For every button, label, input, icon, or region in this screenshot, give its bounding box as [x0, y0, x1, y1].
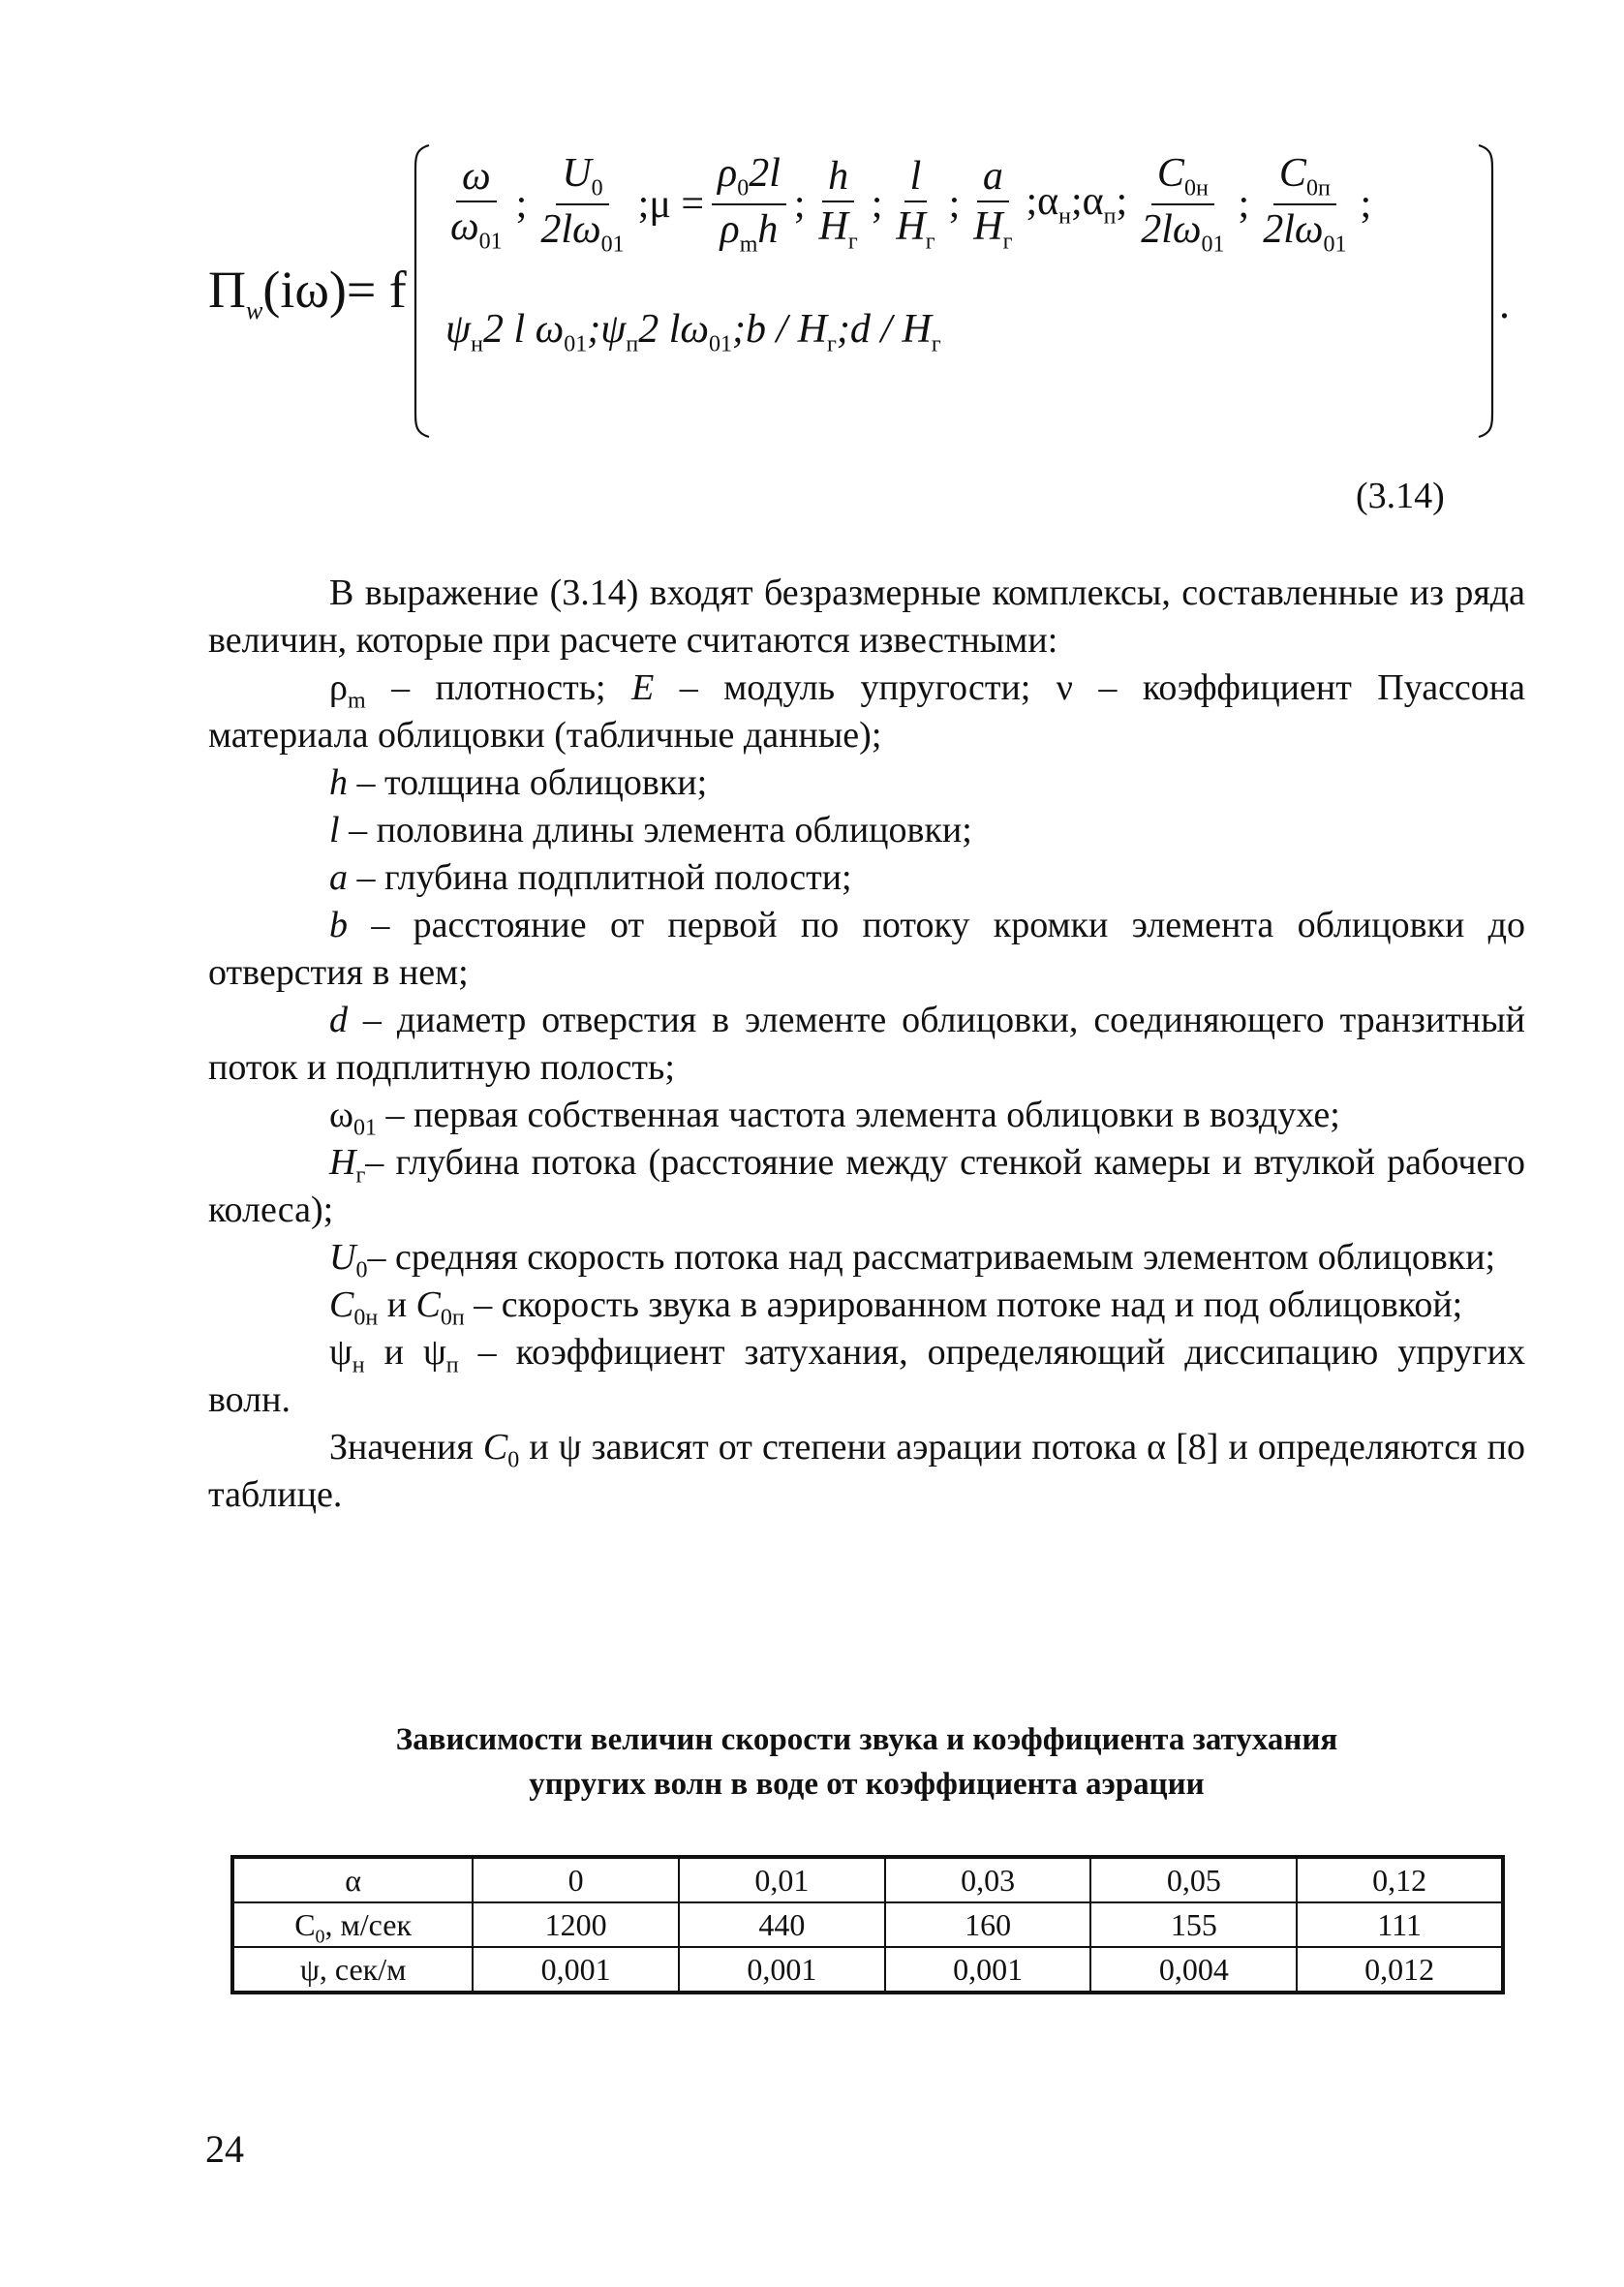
paragraph: Значения $C_0$ и ψ зависят от степени аэрации потока α [8] и определяются по таблице.	[208, 1427, 1525, 1515]
definition-h: h – толщина облицовки;	[329, 762, 708, 803]
formula-row-1: $\frac{\omega}{\omega_{01}}$ ; $\frac{U_0}{2l\omega_{01}}$ ;μ = $\frac{\rho_02l}{\rho_mh}$ ; $\frac{h}{H_г}$ ; $\frac{l}{H_г}$ ; $\frac{a}{H_г}$ $;\alpha_н;\alpha_п$; $\frac{C_{0н}}{2l\omega_{01}}$ ; $\frac{C_{0п}}{2l\omega_{01}}$ ;	[441, 151, 1371, 258]
fraction: $\frac{C_{0н}}{2l\omega_{01}}$	[1141, 151, 1225, 258]
definition-b: b – расстояние от первой по потоку кромки элемента облицовки до отверстия в нем;	[208, 905, 1525, 993]
definition-psi: $\psi_н$ и $\psi_п$ – коэффициент затухания, определяющий диссипацию упругих волн.	[208, 1332, 1525, 1420]
fraction: $\frac{U_0}{2l\omega_{01}}$	[540, 151, 625, 258]
formula-end-dot: .	[1499, 280, 1510, 327]
table-row: ψ, сек/м 0,001 0,001 0,001 0,004 0,012	[232, 1947, 1503, 1993]
fraction: $\frac{C_{0п}}{2l\omega_{01}}$	[1263, 151, 1347, 258]
right-parenthesis	[1477, 143, 1496, 439]
table-row: α 0 0,01 0,03 0,05 0,12	[232, 1857, 1503, 1902]
fraction: $\frac{\rho_02l}{\rho_mh}$	[712, 151, 786, 258]
definition-H: $H_г-$ глубина потока (расстояние между стенкой камеры и втулкой рабочего колеса);	[208, 1142, 1525, 1230]
paragraph: В выражение (3.14) входят безразмерные комплексы, составленные из ряда величин, которые при расчете считаются известными:	[208, 572, 1525, 661]
formula-row-2: $\psi_н2$ l $\omega_{01};\psi_п2$ $l\omega_{01};b$ / $H_г;d / H_г$	[445, 307, 941, 357]
body-text	[208, 570, 1525, 1519]
data-table	[230, 1855, 1505, 1994]
definition-omega: $\omega_{01}$ – первая собственная частота элемента облицовки в воздухе;	[329, 1095, 1340, 1141]
fraction: $\frac{h}{H_г}$	[818, 153, 858, 255]
definition-C: $C_{0н}$ и $C_{0п}$ – скорость звука в аэрированном потоке над и под облицовкой;	[329, 1284, 1463, 1331]
fraction: $\frac{a}{H_г}$	[973, 153, 1013, 255]
definition-a: a – глубина подплитной полости;	[329, 857, 852, 898]
table-row: $C_0$, м/сек 1200 440 160 155 111	[232, 1902, 1503, 1947]
left-parenthesis	[412, 143, 431, 439]
formula-lhs: $\Pi_w(i\omega)= f$	[208, 261, 407, 325]
definition-rho: $\rho_m$ – плотность; E – модуль упругости; ν – коэффициент Пуассона материала облицовки (табличные данные);	[208, 667, 1526, 756]
page-number: 24	[205, 2127, 244, 2171]
fraction: $\frac{\omega}{\omega_{01}}$	[450, 153, 503, 255]
definition-U: $U_0-$ средняя скорость потока над рассматриваемым элементом облицовки;	[329, 1237, 1496, 1283]
equation-number: (3.14)	[1356, 476, 1445, 516]
table-caption: Зависимости величин скорости звука и коэффициента затухания упругих волн в воде от коэффициента аэрации	[395, 1722, 1338, 1802]
fraction: $\frac{l}{H_г}$	[896, 153, 935, 255]
definition-l: l – половина длины элемента облицовки;	[329, 810, 972, 850]
definition-d: d – диаметр отверстия в элементе облицовки, соединяющего транзитный поток и подплитную полость;	[208, 1000, 1525, 1088]
formula-3-14	[208, 143, 1525, 448]
